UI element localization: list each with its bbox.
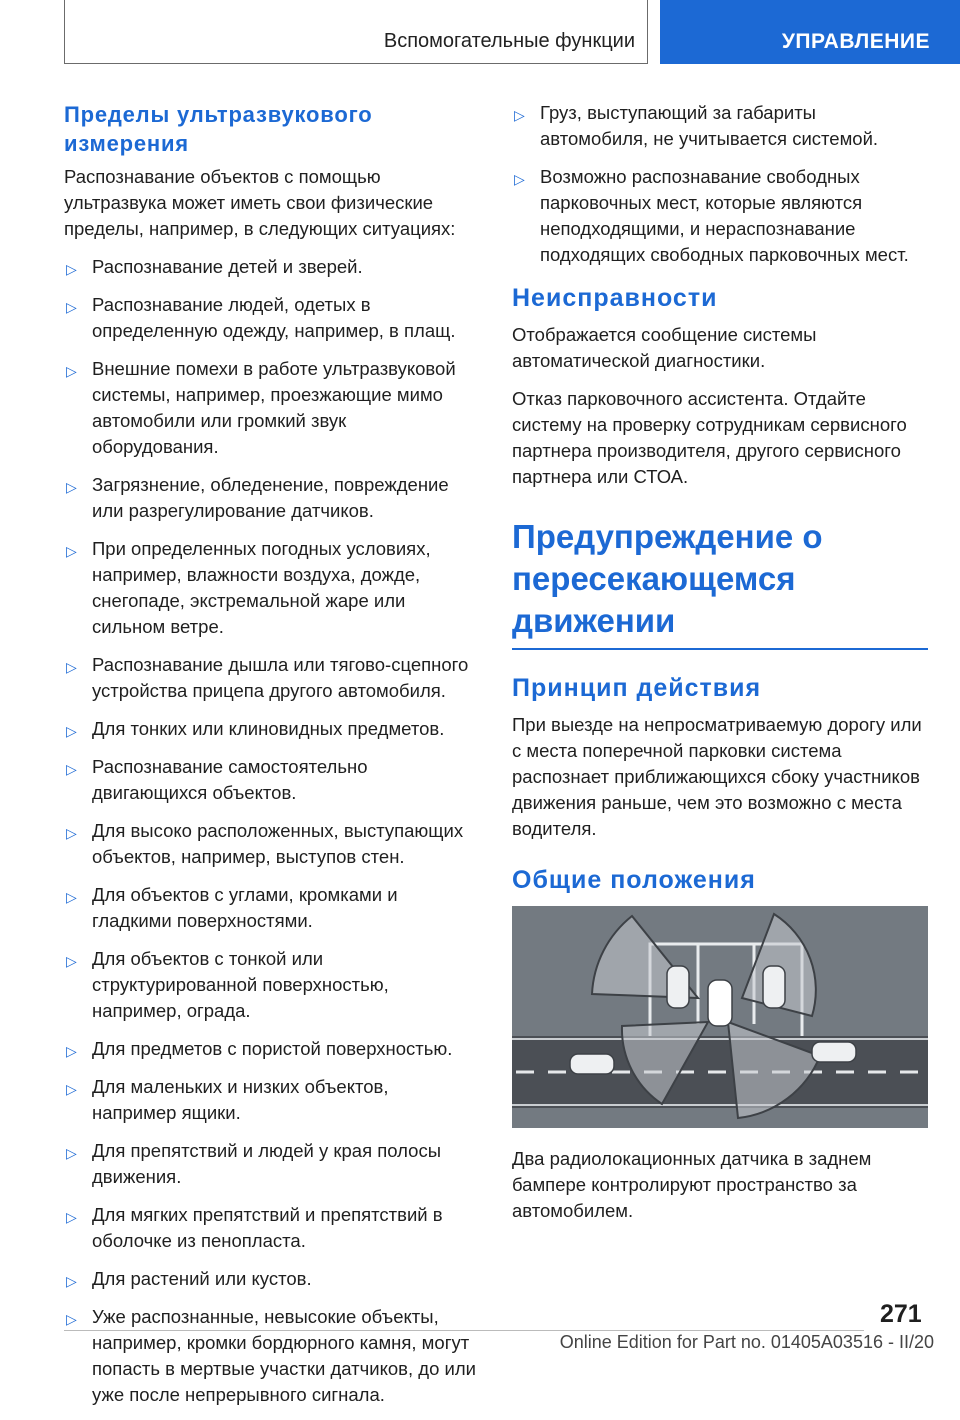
list-item-text: Для объектов с углами, кромками и гладкими поверхностями. [92,884,398,931]
list-item [512,100,928,152]
list-item-text: Для растений или кустов. [92,1268,312,1289]
list-item [64,1036,476,1062]
header-section-title: Вспомогательные функции [383,30,635,52]
cross-traffic-section-title: Предупреждение о пересекающемся движении [512,518,823,639]
list-item-text: Распознавание детей и зверей. [92,256,363,277]
list-item [64,472,476,524]
footer-divider [64,1330,864,1331]
ultrasonic-limits-intro: Распознавание объектов с помощью ультразвука может иметь свои физические пределы, например, в следующих ситуациях: [64,166,456,239]
bullet-triangle-icon: ▷ [66,1081,77,1097]
list-item-text: Распознавание самостоятельно двигающихся объектов. [92,756,368,803]
list-item-text: Для препятствий и людей у края полосы движения. [92,1140,441,1187]
ultrasonic-limits-heading: Пределы ультразвукового измерения [64,102,373,156]
list-item [64,716,476,742]
list-item-text: Распознавание дышла или тягово-сцепного устройства прицепа другого автомобиля. [92,654,469,701]
malfunction-text-2: Отказ парковочного ассистента. Отдайте систему на проверку сотрудникам сервисного партнера производителя, другого сервисного партнера или СТОА. [512,388,907,487]
bullet-triangle-icon: ▷ [66,1209,77,1225]
list-item [64,946,476,1024]
list-item-text: Для мягких препятствий и препятствий в оболочке из пенопласта. [92,1204,443,1251]
bullet-triangle-icon: ▷ [66,723,77,739]
page-number: 271 [880,1300,922,1328]
list-item [64,292,476,344]
bullet-triangle-icon: ▷ [66,953,77,969]
bullet-triangle-icon: ▷ [66,1273,77,1289]
list-item-text: Распознавание людей, одетых в определенную одежду, например, в плащ. [92,294,456,341]
list-item [64,1202,476,1254]
bullet-triangle-icon: ▷ [514,107,525,123]
list-item-text: Для маленьких и низких объектов, например ящики. [92,1076,389,1123]
bullet-triangle-icon: ▷ [66,1145,77,1161]
list-item [64,1304,476,1408]
list-item [64,536,476,640]
bullet-triangle-icon: ▷ [66,825,77,841]
bullet-triangle-icon: ▷ [66,889,77,905]
principle-text: При выезде на непросматриваемую дорогу или с места поперечной парковки система распознает приближающихся сбоку участников движения раньше, чем это возможно с места водителя. [512,714,922,839]
ultrasonic-limits-list [64,254,476,1408]
list-item [64,356,476,460]
list-item [64,818,476,870]
bullet-triangle-icon: ▷ [66,659,77,675]
principle-heading: Принцип действия [512,674,762,702]
list-item-text: При определенных погодных условиях, например, влажности воздуха, дожде, снегопаде, экстремальной жаре или сильном ветре. [92,538,431,637]
header-chapter-title: УПРАВЛЕНИЕ [781,30,930,53]
figure-caption: Два радиолокационных датчика в заднем бампере контролируют пространство за автомобилем. [512,1148,872,1221]
bullet-triangle-icon: ▷ [66,761,77,777]
continued-limits-list [512,100,928,268]
radar-coverage-illustration [512,906,928,1128]
malfunction-heading: Неисправности [512,284,718,312]
section-divider [512,648,928,650]
list-item-text: Возможно распознавание свободных парковочных мест, которые являются неподходящими, и нераспознавание подходящих свободных парковочных мест. [540,166,909,265]
bullet-triangle-icon: ▷ [66,543,77,559]
list-item-text: Уже распознанные, невысокие объекты, например, кромки бордюрного камня, могут попасть в мертвые участки датчиков, до или уже после непрерывного сигнала. [92,1306,476,1405]
list-item [64,1074,476,1126]
bullet-triangle-icon: ▷ [66,261,77,277]
list-item-text: Для объектов с тонкой или структурированной поверхностью, например, ограда. [92,948,389,1021]
list-item [64,1138,476,1190]
header-chapter-tab [660,0,960,64]
bullet-triangle-icon: ▷ [66,299,77,315]
list-item-text: Загрязнение, обледенение, повреждение или разрегулирование датчиков. [92,474,449,521]
list-item-text: Груз, выступающий за габариты автомобиля, не учитывается системой. [540,102,879,149]
header-section-box [64,0,648,64]
list-item-text: Для высоко расположенных, выступающих объектов, например, выступов стен. [92,820,464,867]
list-item-text: Для предметов с пористой поверхностью. [92,1038,453,1059]
footer-edition-text: Online Edition for Part no. 01405A03516 - II/20 [559,1332,934,1352]
list-item [64,1266,476,1292]
malfunction-text-1: Отображается сообщение системы автоматической диагностики. [512,324,817,371]
list-item [64,254,476,280]
list-item [64,882,476,934]
bullet-triangle-icon: ▷ [66,1311,77,1327]
list-item-text: Для тонких или клиновидных предметов. [92,718,445,739]
bullet-triangle-icon: ▷ [66,479,77,495]
list-item [64,652,476,704]
list-item [64,754,476,806]
bullet-triangle-icon: ▷ [66,1043,77,1059]
bullet-triangle-icon: ▷ [66,363,77,379]
right-column [512,100,928,1236]
bullet-triangle-icon: ▷ [514,171,525,187]
list-item-text: Внешние помехи в работе ультразвуковой системы, например, проезжающие мимо автомобили или громкий звук оборудования. [92,358,456,457]
list-item [512,164,928,268]
general-heading: Общие положения [512,866,756,894]
left-column [64,100,476,1420]
